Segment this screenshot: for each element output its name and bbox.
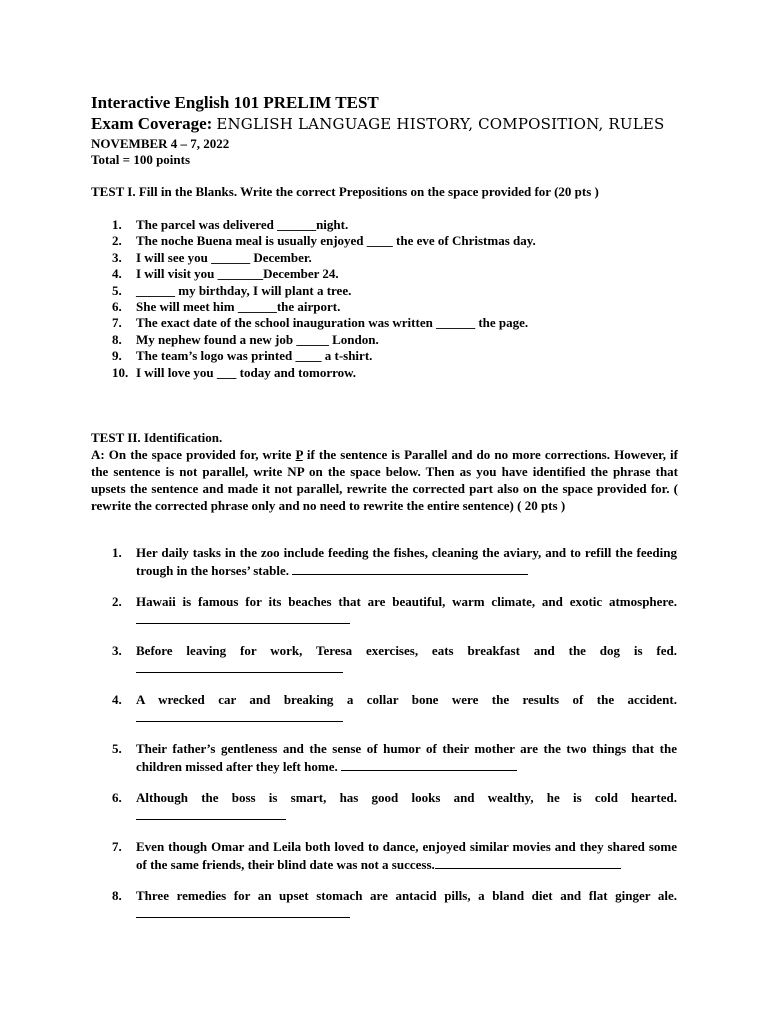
item-number: 1.: [112, 545, 122, 560]
item-number: 4.: [112, 266, 122, 282]
item-text: Even though Omar and Leila both loved to dance, enjoyed similar movies and they shared some of the same friends, their blind date was not a success.: [136, 839, 677, 872]
item-number: 9.: [112, 348, 122, 364]
item-number: 6.: [112, 298, 122, 314]
item-number: 8.: [112, 888, 122, 903]
item-number: 3.: [112, 643, 122, 658]
exam-dates: NOVEMBER 4 – 7, 2022: [91, 136, 230, 151]
test1-list: [91, 217, 691, 381]
item-text: Before leaving for work, Teresa exercises, eats breakfast and the dog is fed.: [136, 642, 677, 677]
answer-blank[interactable]: [136, 611, 350, 624]
list-item: [91, 250, 691, 266]
item-text: The team’s logo was printed ____ a t-shirt.: [136, 348, 373, 364]
answer-blank[interactable]: [136, 660, 343, 673]
list-item: [91, 365, 691, 381]
exam-title: Interactive English 101 PRELIM TEST: [91, 93, 379, 112]
item-number: 6.: [112, 790, 122, 805]
answer-blank[interactable]: [136, 905, 350, 918]
item-number: 5.: [112, 741, 122, 756]
test1-heading: TEST I. Fill in the Blanks. Write the correct Prepositions on the space provided for (20 pts ): [91, 184, 599, 199]
answer-blank[interactable]: [292, 562, 528, 575]
list-item: [91, 233, 691, 249]
item-number: 5.: [112, 282, 122, 298]
item-text: Three remedies for an upset stomach are antacid pills, a bland diet and flat ginger ale.: [136, 887, 677, 922]
list-item: [91, 332, 691, 348]
list-item: [91, 217, 691, 233]
item-text: Hawaii is famous for its beaches that are beautiful, warm climate, and exotic atmosphere.: [136, 593, 677, 628]
test2-instructions: [91, 446, 678, 514]
exam-coverage: [91, 114, 665, 134]
item-text: I will see you ______ December.: [136, 249, 312, 265]
item-number: 10.: [112, 364, 129, 380]
item-text: My nephew found a new job _____ London.: [136, 331, 379, 347]
answer-blank[interactable]: [136, 709, 343, 722]
item-text: She will meet him ______the airport.: [136, 298, 341, 314]
item-text: Her daily tasks in the zoo include feeding the fishes, cleaning the aviary, and to refill the feeding trough in the horses’ stable.: [136, 545, 677, 578]
list-item: [91, 283, 691, 299]
item-number: 7.: [112, 315, 122, 331]
item-number: 2.: [112, 594, 122, 609]
item-text: I will visit you _______December 24.: [136, 266, 339, 282]
item-text: The exact date of the school inauguration was written ______ the page.: [136, 315, 529, 331]
list-item: [91, 315, 691, 331]
item-number: 4.: [112, 692, 122, 707]
coverage-value: ENGLISH LANGUAGE HISTORY, COMPOSITION, RULES: [216, 115, 665, 133]
instructions-text: A: On the space provided for, write: [91, 447, 296, 462]
item-text: The noche Buena meal is usually enjoyed ____ the eve of Christmas day.: [136, 233, 536, 249]
list-item: [91, 299, 691, 315]
item-text: ______ my birthday, I will plant a tree.: [136, 282, 352, 298]
instructions-text: if the sentence is Parallel and do no more corrections. However, if the sentence is not parallel, write NP on the space below. Then as you have identified the phrase that upsets the sentence and made it not parallel, rewrite the corrected part also on the space provided for. ( rewrite the corrected phrase only and no need to rewrite the entire sentence) ( 20 pts ): [91, 447, 678, 513]
parallel-code: P: [295, 447, 303, 462]
item-text: I will love you ___ today and tomorrow.: [136, 364, 357, 380]
item-text: The parcel was delivered ______night.: [136, 217, 349, 232]
item-text: Their father’s gentleness and the sense of humor of their mother are the two things that the children missed after they left home.: [136, 741, 677, 774]
item-number: 8.: [112, 331, 122, 347]
list-item: [91, 266, 691, 282]
coverage-label: Exam Coverage:: [91, 114, 213, 133]
answer-blank[interactable]: [341, 758, 517, 771]
item-number: 3.: [112, 249, 122, 265]
answer-blank[interactable]: [136, 807, 286, 820]
test2-heading: TEST II. Identification.: [91, 430, 223, 445]
exam-total: Total = 100 points: [91, 152, 191, 167]
answer-blank[interactable]: [435, 856, 621, 869]
list-item: [91, 348, 691, 364]
item-number: 2.: [112, 233, 122, 249]
item-number: 7.: [112, 839, 122, 854]
item-text: Although the boss is smart, has good looks and wealthy, he is cold hearted.: [136, 789, 677, 824]
item-number: 1.: [112, 217, 122, 232]
item-text: A wrecked car and breaking a collar bone were the results of the accident.: [136, 691, 677, 726]
